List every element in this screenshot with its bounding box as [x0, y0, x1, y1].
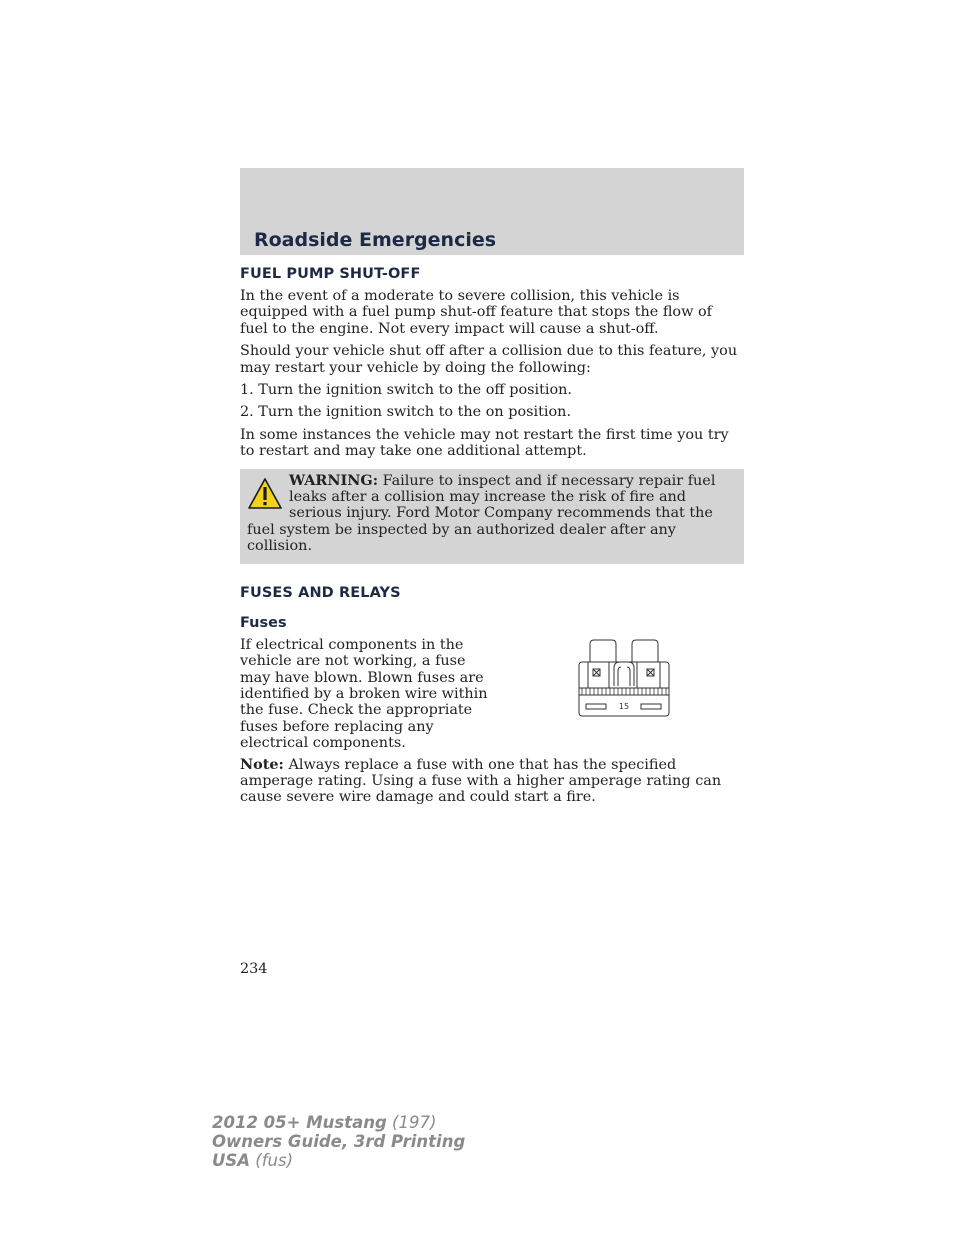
note-lead: Note: — [240, 755, 284, 773]
warning-triangle-icon — [247, 477, 283, 511]
warning-box — [240, 469, 744, 564]
fuel-pump-para-2: Should your vehicle shut off after a collision due to this feature, you may restart your vehicle by doing the following: — [240, 343, 738, 376]
footer-line-1: 2012 05+ Mustang (197) — [212, 1113, 437, 1132]
fuel-pump-heading: FUEL PUMP SHUT-OFF — [240, 266, 421, 282]
note-body: Always replace a fuse with one that has the specified amperage rating. Using a fuse with a higher amperage rating can cause severe wire damage and could start a fire. — [240, 756, 722, 806]
fuses-subheading: Fuses — [240, 614, 287, 631]
fuse-amperage-label: 15 — [618, 701, 630, 711]
footer-line-3: USA (fus) — [212, 1151, 294, 1170]
warning-lead: WARNING: — [289, 471, 379, 489]
fuses-relays-heading: FUSES AND RELAYS — [240, 584, 401, 601]
restart-step-1: 1. Turn the ignition switch to the off position. — [240, 382, 572, 399]
section-title: Roadside Emergencies — [254, 229, 497, 251]
warning-text — [247, 473, 736, 555]
footer-line-2: Owners Guide, 3rd Printing — [212, 1132, 466, 1151]
fuel-pump-para-3: In some instances the vehicle may not restart the first time you try to restart and may take one additional attempt. — [240, 426, 729, 460]
fuses-para-1: If electrical components in the vehicle are not working, a fuse may have blown. Blown fuses are identified by a broken wire within the fuse. Check the appropriate fuses before replacing any electrical components. — [240, 636, 488, 752]
fuses-intro — [240, 637, 744, 752]
section-header-band — [240, 168, 744, 255]
warning-body: Failure to inspect and if necessary repair fuel leaks after a collision may increase the risk of fire and serious injury. Ford Motor Company recommends that the fuel system be inspected by an authorized dealer after any collision. — [247, 472, 716, 555]
document-footer — [212, 1113, 465, 1170]
fuel-pump-para-1: In the event of a moderate to severe collision, this vehicle is equipped with a fuel pump shut-off feature that stops the flow of fuel to the engine. Not every impact will cause a shut-off. — [240, 288, 712, 337]
page-content — [240, 266, 744, 812]
page-number: 234 — [240, 961, 268, 977]
restart-step-2: 2. Turn the ignition switch to the on position. — [240, 404, 572, 421]
blade-fuse-illustration — [578, 638, 672, 720]
fuses-note — [240, 757, 744, 806]
